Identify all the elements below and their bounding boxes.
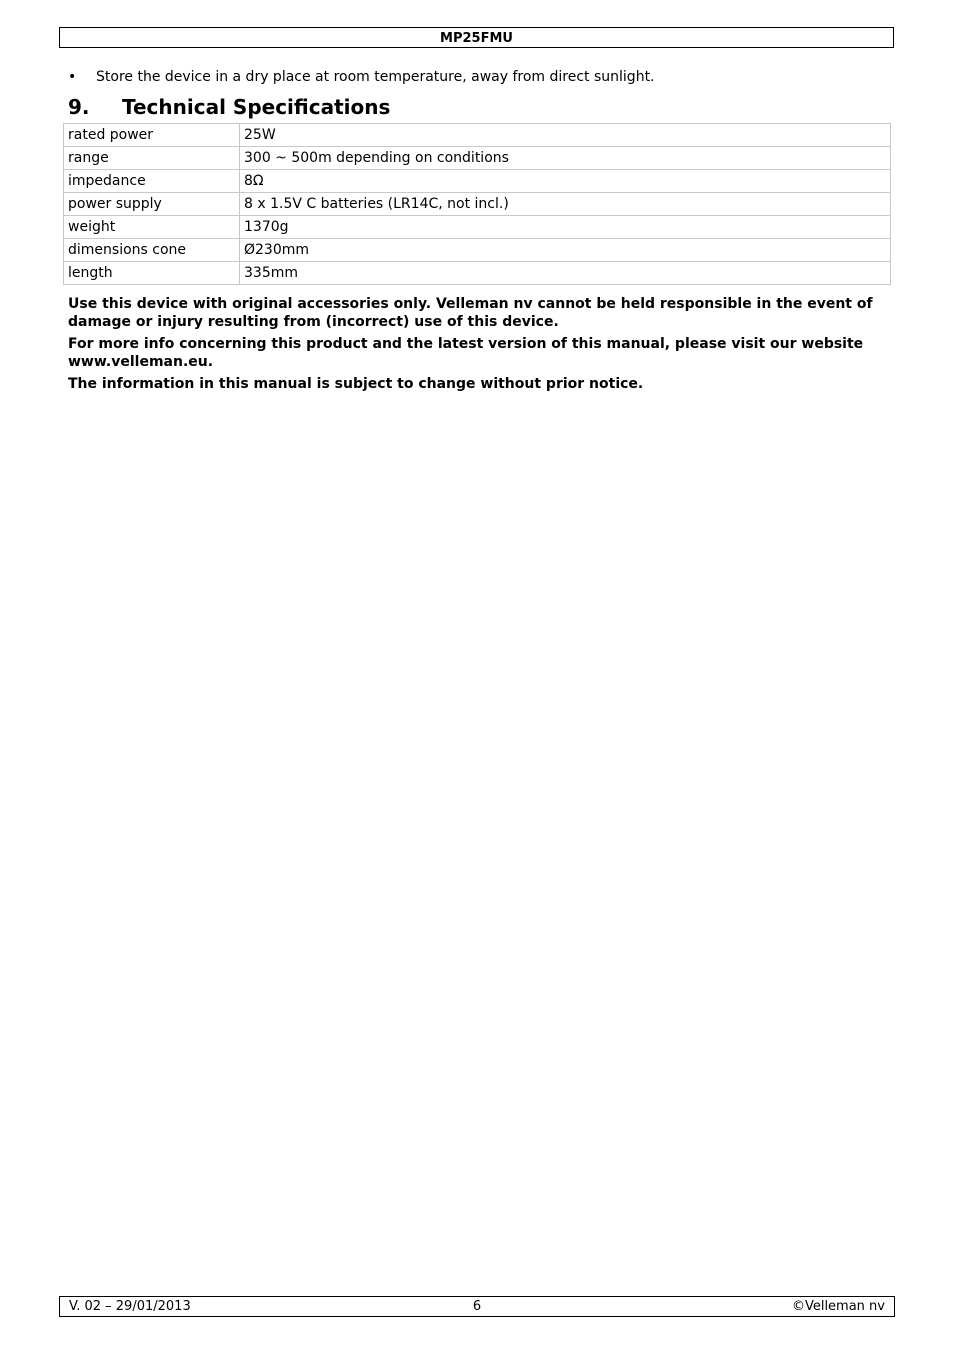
- spec-key: range: [64, 147, 240, 170]
- footer-version: V. 02 – 29/01/2013: [69, 1299, 191, 1314]
- spec-key: rated power: [64, 124, 240, 147]
- notes-block: [68, 295, 888, 397]
- section-number: 9.: [68, 95, 90, 119]
- spec-value: 335mm: [240, 262, 891, 285]
- specs-table: [63, 123, 891, 285]
- table-row: [64, 216, 891, 239]
- spec-key: dimensions cone: [64, 239, 240, 262]
- bullet-item: [68, 67, 888, 87]
- spec-key: impedance: [64, 170, 240, 193]
- bullet-icon: •: [68, 69, 77, 85]
- page-header: [59, 27, 894, 48]
- page-footer: [59, 1296, 895, 1317]
- footer-copyright: ©Velleman nv: [791, 1299, 885, 1314]
- table-row: [64, 262, 891, 285]
- header-title: MP25FMU: [440, 31, 513, 46]
- note-accessories: Use this device with original accessories only. Velleman nv cannot be held responsible in the event of damage or injury resulting from (incorrect) use of this device.: [68, 296, 873, 330]
- note-change-notice: The information in this manual is subject to change without prior notice.: [68, 376, 644, 392]
- section-heading: [68, 94, 390, 120]
- spec-value: 8 x 1.5V C batteries (LR14C, not incl.): [240, 193, 891, 216]
- spec-value: 25W: [240, 124, 891, 147]
- spec-value: 1370g: [240, 216, 891, 239]
- spec-value: Ø230mm: [240, 239, 891, 262]
- note-website: For more info concerning this product and the latest version of this manual, please visit our website www.velleman.eu.: [68, 336, 864, 370]
- spec-value: 300 ~ 500m depending on conditions: [240, 147, 891, 170]
- spec-value: 8Ω: [240, 170, 891, 193]
- section-title: Technical Specifications: [122, 95, 391, 119]
- table-row: [64, 170, 891, 193]
- table-row: [64, 239, 891, 262]
- spec-key: weight: [64, 216, 240, 239]
- table-row: [64, 193, 891, 216]
- bullet-text: Store the device in a dry place at room temperature, away from direct sunlight.: [96, 69, 655, 85]
- footer-page-number: 6: [472, 1299, 482, 1314]
- table-row: [64, 147, 891, 170]
- spec-key: length: [64, 262, 240, 285]
- spec-key: power supply: [64, 193, 240, 216]
- table-row: [64, 124, 891, 147]
